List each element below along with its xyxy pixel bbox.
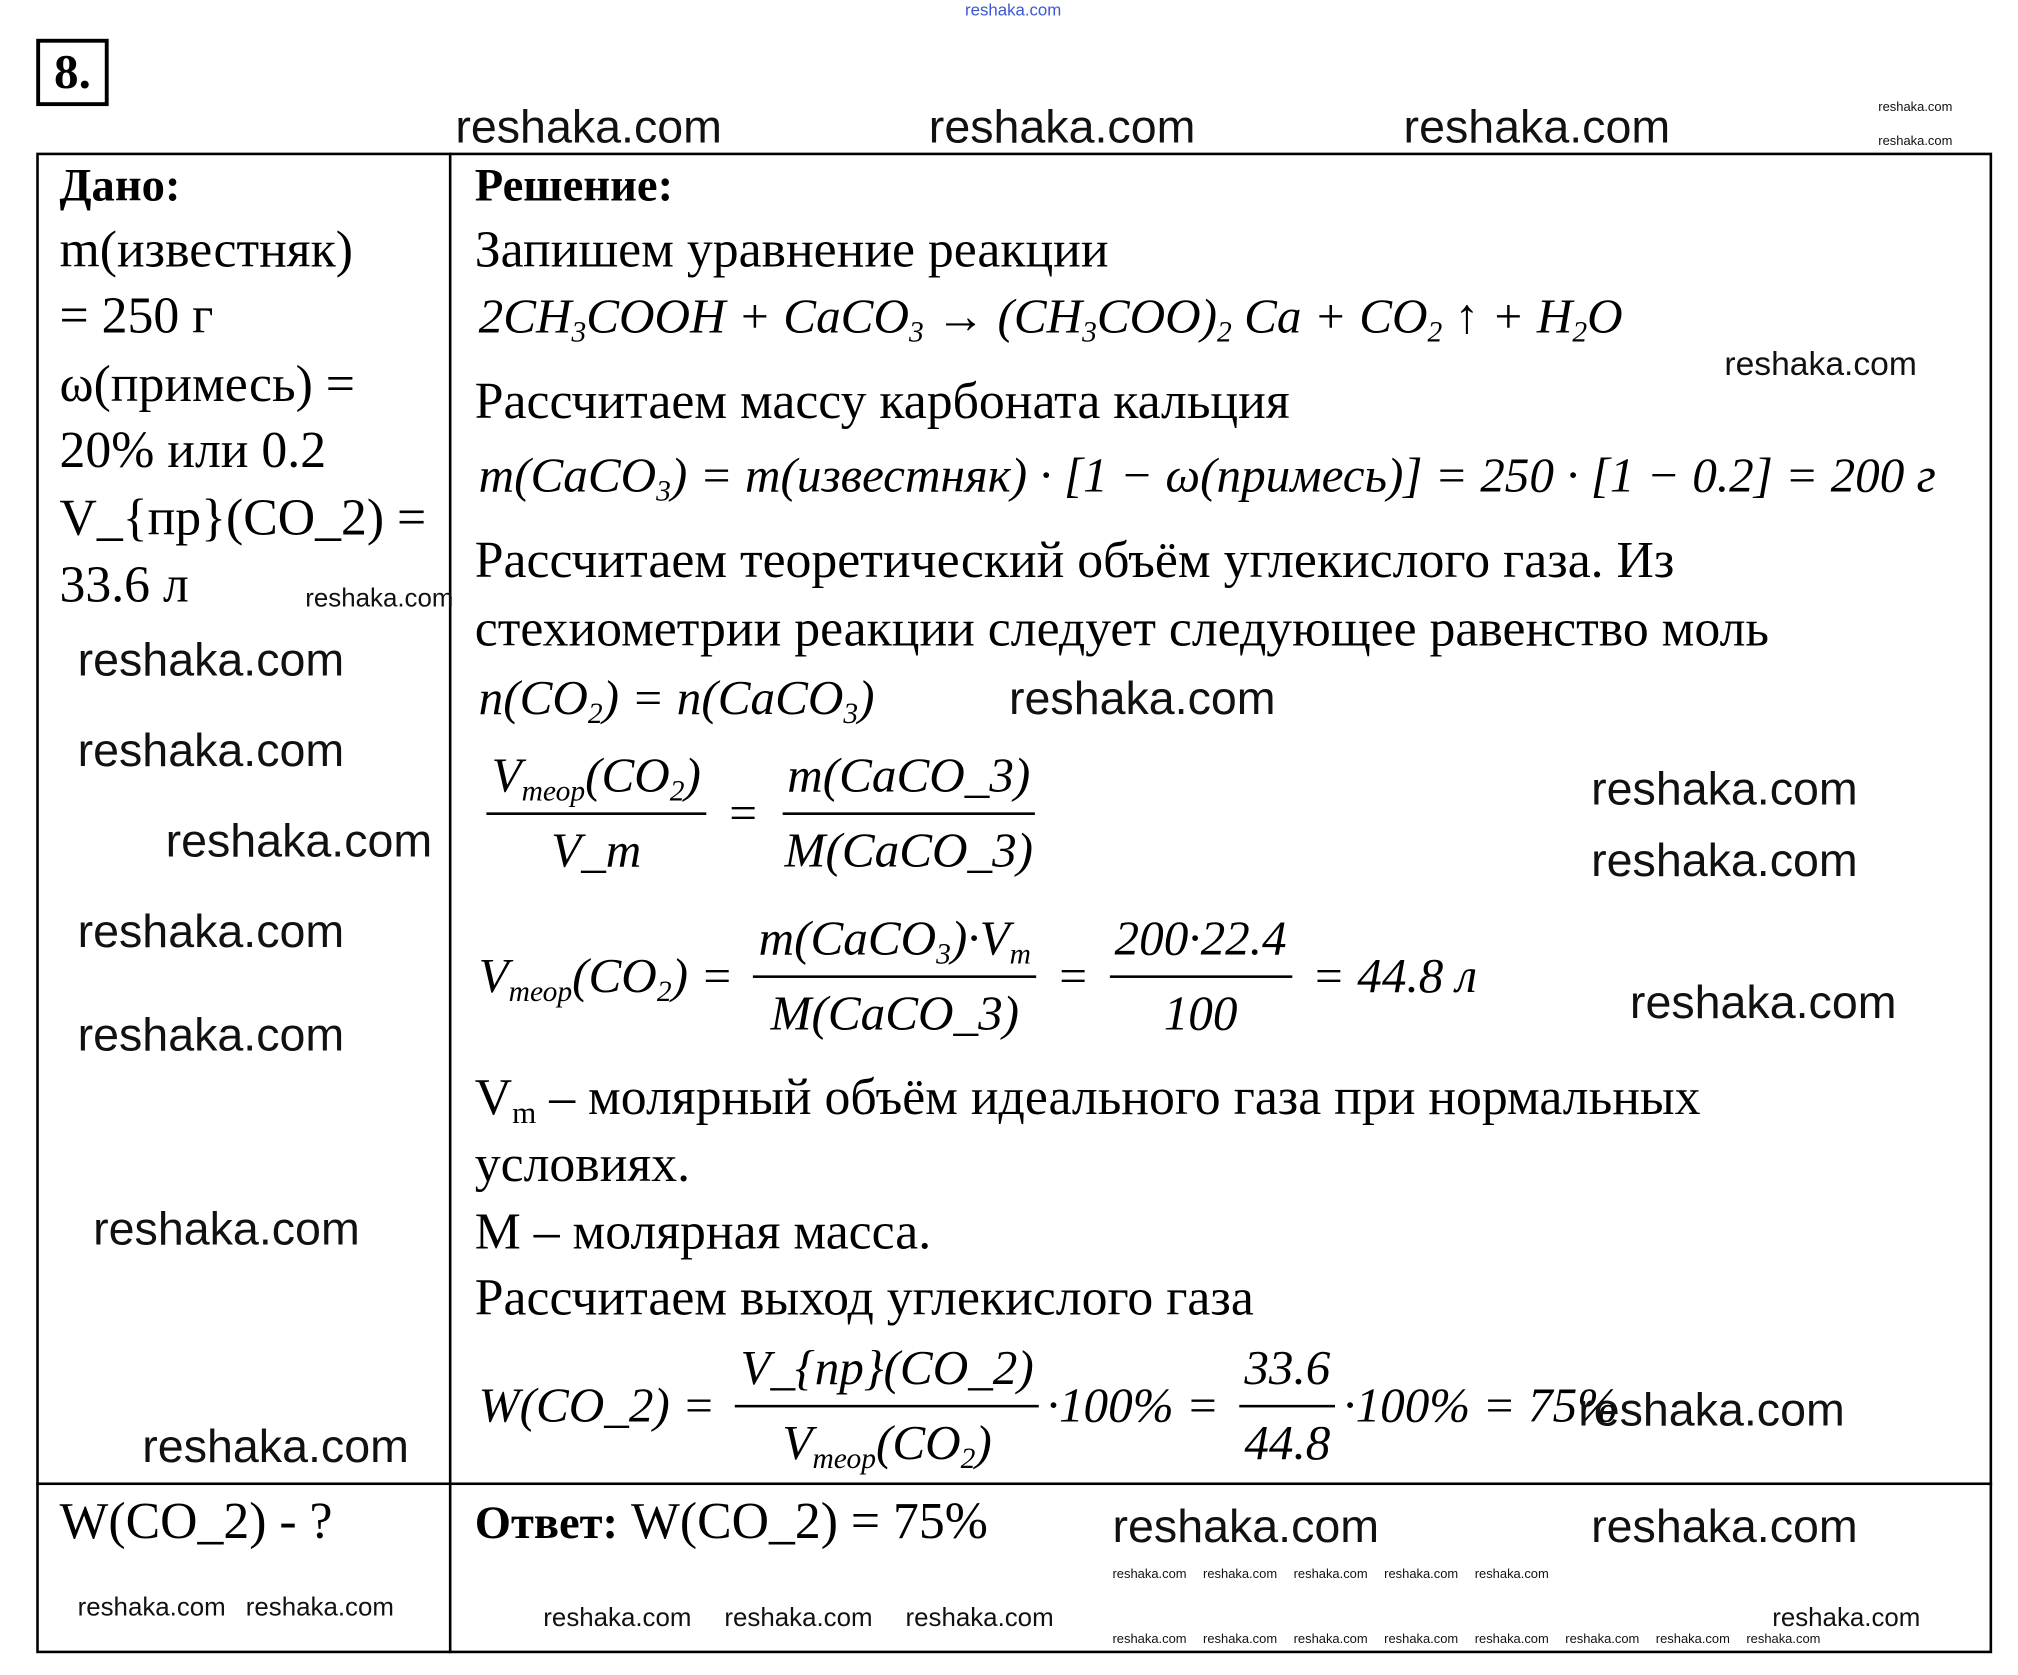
solution-text: стехиометрии реакции следует следующее равенство моль: [474, 598, 1769, 658]
numerator: m(CaCO_3): [782, 740, 1035, 815]
solution-text: Рассчитаем массу карбоната кальция: [474, 371, 1290, 430]
watermark: reshaka.com: [1591, 761, 1858, 815]
formula-part: =: [713, 786, 772, 841]
watermark: reshaka.com: [1112, 1632, 1187, 1647]
watermark: reshaka.com: [142, 1419, 409, 1473]
watermark: reshaka.com: [77, 1007, 345, 1061]
watermark: reshaka.com: [1384, 1567, 1459, 1583]
answer: [475, 1489, 988, 1554]
fraction: [735, 1332, 1039, 1479]
watermark: reshaka.com: [1293, 1632, 1368, 1647]
watermark: reshaka.com: [543, 1604, 692, 1633]
watermark: reshaka.com: [1403, 99, 1671, 153]
denominator: 100: [1163, 987, 1238, 1042]
numerator: V_{пр}(CO_2): [735, 1332, 1039, 1407]
numerator: 33.6: [1239, 1332, 1335, 1407]
watermark: reshaka.com: [1655, 1632, 1730, 1647]
given-line: 20% или 0.2: [59, 420, 327, 479]
solution-title: Решение:: [474, 159, 674, 211]
watermark: reshaka.com: [1112, 1567, 1187, 1583]
watermark: reshaka.com: [77, 1593, 226, 1623]
denominator: $V_{теор}(CO_2)$: [782, 1416, 992, 1475]
watermark: reshaka.com: [1746, 1632, 1821, 1647]
watermark: reshaka.com: [1591, 833, 1858, 887]
find-question: W(CO_2) - ?: [59, 1491, 333, 1550]
denominator: M(CaCO_3): [770, 987, 1020, 1042]
watermark: reshaka.com: [305, 584, 454, 614]
watermark: reshaka.com: [1293, 1567, 1368, 1583]
answer-value: W(CO_2) = 75%: [630, 1491, 988, 1550]
watermark: reshaka.com: [724, 1604, 873, 1633]
formula-part: W(CO_2) =: [478, 1378, 728, 1434]
solution-text: Рассчитаем теоретический объём углекислого газа. Из: [474, 530, 1675, 589]
watermark: reshaka.com: [1009, 671, 1276, 725]
given-line: = 250 г: [59, 285, 214, 345]
denominator: 44.8: [1244, 1416, 1331, 1471]
watermark: reshaka.com: [165, 813, 433, 867]
watermark: reshaka.com: [1474, 1632, 1549, 1647]
watermark: reshaka.com: [93, 1201, 360, 1255]
watermark: reshaka.com: [455, 99, 722, 153]
column-divider: [449, 153, 452, 1654]
watermark: reshaka.com: [1565, 1632, 1640, 1647]
numerator: $m(CaCO_3)\cdot V_m$: [753, 903, 1036, 978]
watermark: reshaka.com: [1203, 1567, 1278, 1583]
moles-formula: [479, 666, 875, 731]
given-line: 33.6 л: [59, 554, 189, 614]
formula-part: $n(CO_2)$ = n(CaCO$_3$): [478, 671, 875, 730]
volume-formula: [479, 903, 1477, 1050]
solution-text: M – молярная масса.: [474, 1201, 932, 1260]
denominator: M(CaCO_3): [784, 824, 1034, 879]
solution-text: условиях.: [474, 1134, 691, 1193]
watermark: reshaka.com: [1772, 1604, 1921, 1633]
watermark: reshaka.com: [245, 1593, 394, 1623]
formula-part: $2CH_3COOH$ + CaCO$_3$ → $(CH_3COO)_2$ $Ca + CO_2$ ↑ + $H_2O$: [478, 289, 1623, 348]
watermark: reshaka.com: [1112, 1499, 1380, 1553]
fraction: [1109, 903, 1291, 1050]
watermark: reshaka.com: [1591, 1499, 1858, 1553]
watermark: reshaka.com: [1474, 1567, 1549, 1583]
watermark: reshaka.com: [965, 0, 1062, 20]
task-number: 8.: [36, 39, 108, 106]
watermark: reshaka.com: [928, 99, 1196, 153]
watermark: reshaka.com: [77, 723, 345, 777]
fraction: [486, 740, 706, 887]
formula-part: $V_{теор}(CO_2)$ =: [478, 949, 746, 1008]
solution-text: $V_m$ – молярный объём идеального газа при нормальных: [474, 1067, 1701, 1131]
fraction: [779, 740, 1038, 887]
yield-formula: [479, 1332, 1618, 1479]
watermark: reshaka.com: [1203, 1632, 1278, 1647]
solution-text: Рассчитаем выход углекислого газа: [474, 1267, 1254, 1326]
watermark: reshaka.com: [1384, 1632, 1459, 1647]
fraction: [1239, 1332, 1335, 1479]
watermark: reshaka.com: [77, 904, 345, 958]
given-line: ω(примесь) =: [59, 354, 355, 413]
given-line: m(известняк): [59, 219, 353, 279]
watermark: reshaka.com: [77, 632, 345, 686]
watermark: reshaka.com: [1578, 1382, 1845, 1436]
numerator: 200·22.4: [1109, 903, 1291, 978]
given-title: Дано:: [59, 159, 181, 211]
reaction-equation: [479, 285, 1623, 350]
watermark: reshaka.com: [1878, 134, 1953, 149]
watermark: reshaka.com: [1878, 100, 1953, 116]
watermark: reshaka.com: [1724, 344, 1917, 383]
given-line: V_{пр}(CO_2) =: [59, 487, 427, 546]
mass-formula: [479, 444, 1936, 509]
formula-part: ·100% = 75%: [1343, 1378, 1619, 1434]
numerator: $V_{теор}(CO_2)$: [486, 740, 706, 815]
denominator: V_m: [551, 824, 642, 879]
answer-label: Ответ:: [474, 1496, 619, 1549]
watermark: reshaka.com: [905, 1604, 1054, 1633]
ratio-formula: [479, 740, 1046, 887]
solution-text: Запишем уравнение реакции: [474, 219, 1109, 279]
fraction: [753, 903, 1036, 1050]
watermark: reshaka.com: [1629, 975, 1897, 1029]
formula-part: = 44.8 л: [1299, 949, 1478, 1004]
row-divider: [36, 1482, 1992, 1485]
formula-part: ·100% =: [1046, 1378, 1232, 1434]
formula-part: =: [1043, 949, 1102, 1004]
formula-part: m(CaCO$_3$) = m(известняк) · [1 − ω(примесь)] = 250 · [1 − 0.2] = 200 г: [478, 448, 1936, 507]
